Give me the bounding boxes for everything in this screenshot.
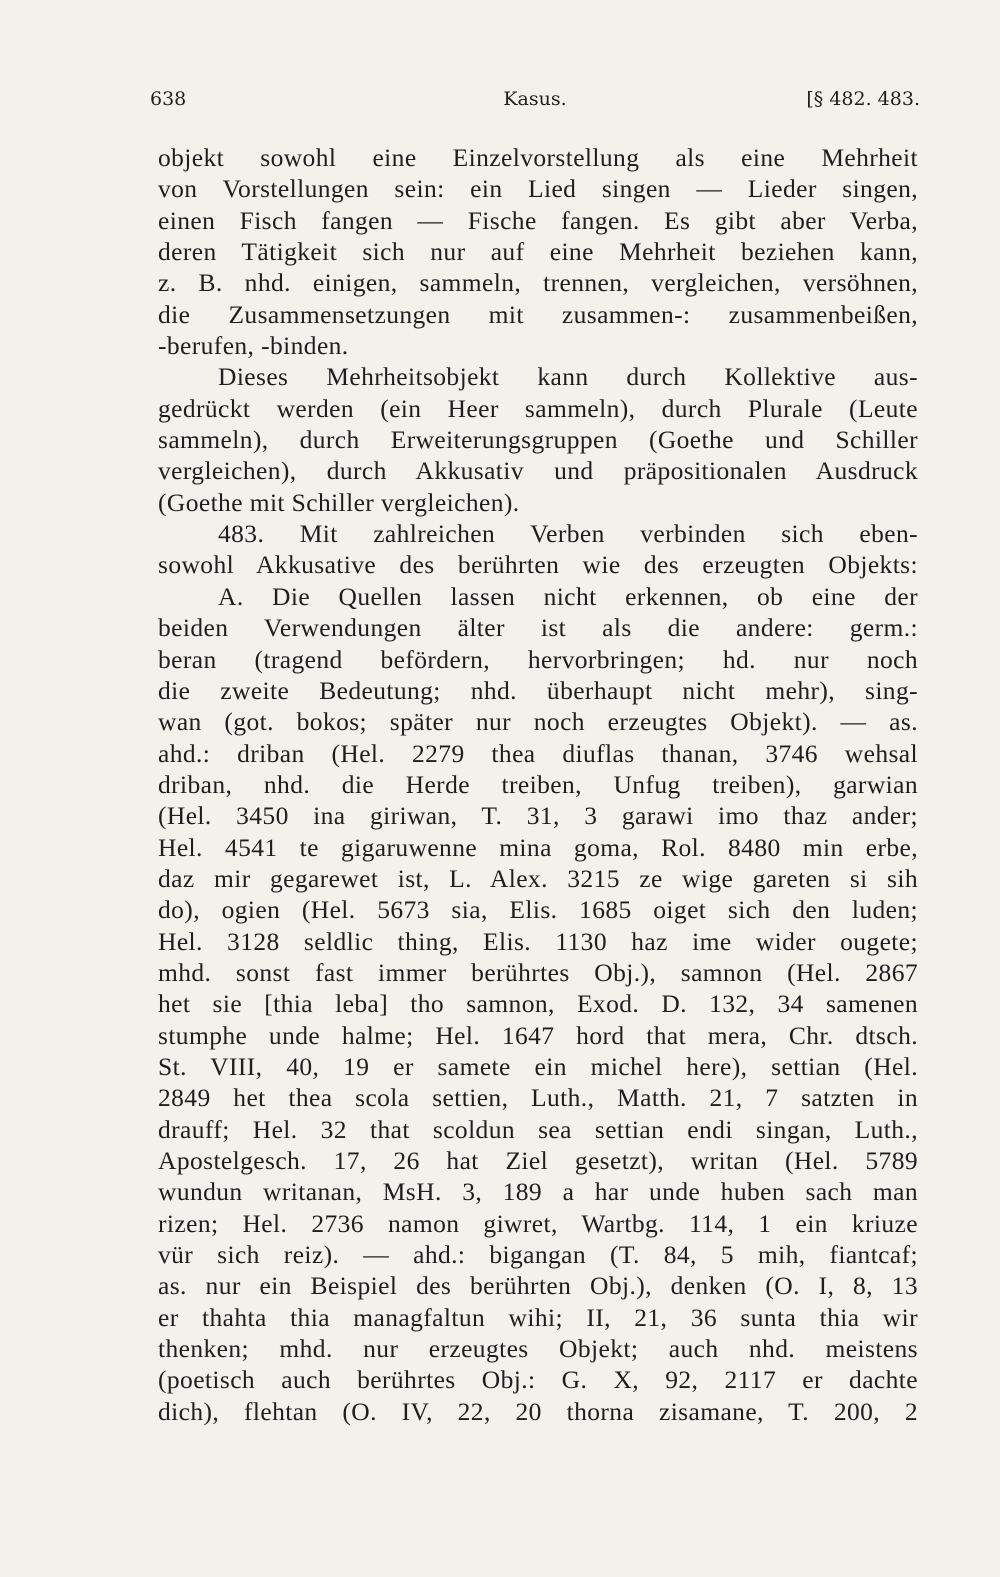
text-line: beiden Verwendungen älter ist als die andere: germ.: <box>158 613 918 643</box>
text-line: St. VIII, 40, 19 er samete ein michel here), settian (Hel. <box>158 1051 918 1081</box>
running-title: Kasus. <box>503 88 567 110</box>
paragraph-first-line: Dieses Mehrheitsobjekt kann durch Kollektive aus- <box>218 362 918 392</box>
text-line: daz mir gegarewet ist, L. Alex. 3215 ze wige gareten si sih <box>158 863 918 893</box>
text-line: -berufen, -binden. <box>158 331 349 361</box>
text-line: z. B. nhd. einigen, sammeln, trennen, vergleichen, versöhnen, <box>158 268 918 298</box>
text-line: von Vorstellungen sein: ein Lied singen — Lieder singen, <box>158 174 918 204</box>
text-line: sowohl Akkusative des berührten wie des erzeugten Objekts: <box>158 550 918 580</box>
text-line: (poetisch auch berührtes Obj.: G. X, 92, 2117 er dachte <box>158 1365 918 1395</box>
text-line: 2849 het thea scola settien, Luth., Matth. 21, 7 satzten in <box>158 1083 918 1113</box>
text-line: ahd.: driban (Hel. 2279 thea diuflas thanan, 3746 wehsal <box>158 738 918 768</box>
text-line: as. nur ein Beispiel des berührten Obj.), denken (O. I, 8, 13 <box>158 1271 918 1301</box>
text-line: deren Tätigkeit sich nur auf eine Mehrheit beziehen kann, <box>158 237 918 267</box>
text-line: (Hel. 3450 ina giriwan, T. 31, 3 garawi imo thaz ander; <box>158 801 918 831</box>
running-header <box>150 88 920 124</box>
text-line: wundun writanan, MsH. 3, 189 a har unde huben sach man <box>158 1177 918 1207</box>
text-line: Apostelgesch. 17, 26 hat Ziel gesetzt), writan (Hel. 5789 <box>158 1146 918 1175</box>
text-line: beran (tragend befördern, hervorbringen; hd. nur noch <box>158 644 918 674</box>
text-line: Hel. 4541 te gigaruwenne mina goma, Rol. 8480 min erbe, <box>158 832 918 862</box>
text-line: vergleichen), durch Akkusativ und präpositionalen Ausdruck <box>158 456 918 486</box>
section-reference: [§ 482. 483. <box>806 88 920 110</box>
text-line: vür sich reiz). — ahd.: bigangan (T. 84, 5 mih, fiantcaf; <box>158 1240 918 1270</box>
body-text <box>158 142 918 1427</box>
text-line: rizen; Hel. 2736 namon giwret, Wartbg. 114, 1 ein kriuze <box>158 1208 918 1238</box>
text-line: die Zusammensetzungen mit zusammen-: zusammenbeißen, <box>158 299 918 329</box>
text-line: thenken; mhd. nur erzeugtes Objekt; auch nhd. meistens <box>158 1334 918 1364</box>
text-line: dich), flehtan (O. IV, 22, 20 thorna zisamane, T. 200, 2 <box>158 1396 918 1426</box>
section-heading-line: 483. Mit zahlreichen Verben verbinden sich eben- <box>218 519 918 549</box>
page-number: 638 <box>150 88 187 110</box>
text-line: do), ogien (Hel. 5673 sia, Elis. 1685 oiget sich den luden; <box>158 895 918 925</box>
text-line: er thahta thia managfaltun wihi; II, 21, 36 sunta thia wir <box>158 1302 918 1332</box>
text-line: wan (got. bokos; später nur noch erzeugtes Objekt). — as. <box>158 707 918 737</box>
paragraph-first-line: A. Die Quellen lassen nicht erkennen, ob eine der <box>218 581 918 611</box>
text-line: driban, nhd. die Herde treiben, Unfug treiben), garwian <box>158 769 918 799</box>
text-line: het sie [thia leba] tho samnon, Exod. D. 132, 34 samenen <box>158 989 918 1019</box>
text-line: drauff; Hel. 32 that scoldun sea settian endi singan, Luth., <box>158 1114 918 1144</box>
text-line: die zweite Bedeutung; nhd. überhaupt nicht mehr), sing- <box>158 675 918 705</box>
text-line: stumphe unde halme; Hel. 1647 hord that mera, Chr. dtsch. <box>158 1020 918 1050</box>
text-line: einen Fisch fangen — Fische fangen. Es gibt aber Verba, <box>158 205 918 235</box>
text-line: (Goethe mit Schiller vergleichen). <box>158 487 520 517</box>
text-line: sammeln), durch Erweiterungsgruppen (Goethe und Schiller <box>158 425 918 455</box>
text-line: mhd. sonst fast immer berührtes Obj.), samnon (Hel. 2867 <box>158 957 918 987</box>
text-line: objekt sowohl eine Einzelvorstellung als eine Mehrheit <box>158 143 918 172</box>
text-line: Hel. 3128 seldlic thing, Elis. 1130 haz ime wider ougete; <box>158 926 918 956</box>
text-line: gedrückt werden (ein Heer sammeln), durch Plurale (Leute <box>158 393 918 423</box>
